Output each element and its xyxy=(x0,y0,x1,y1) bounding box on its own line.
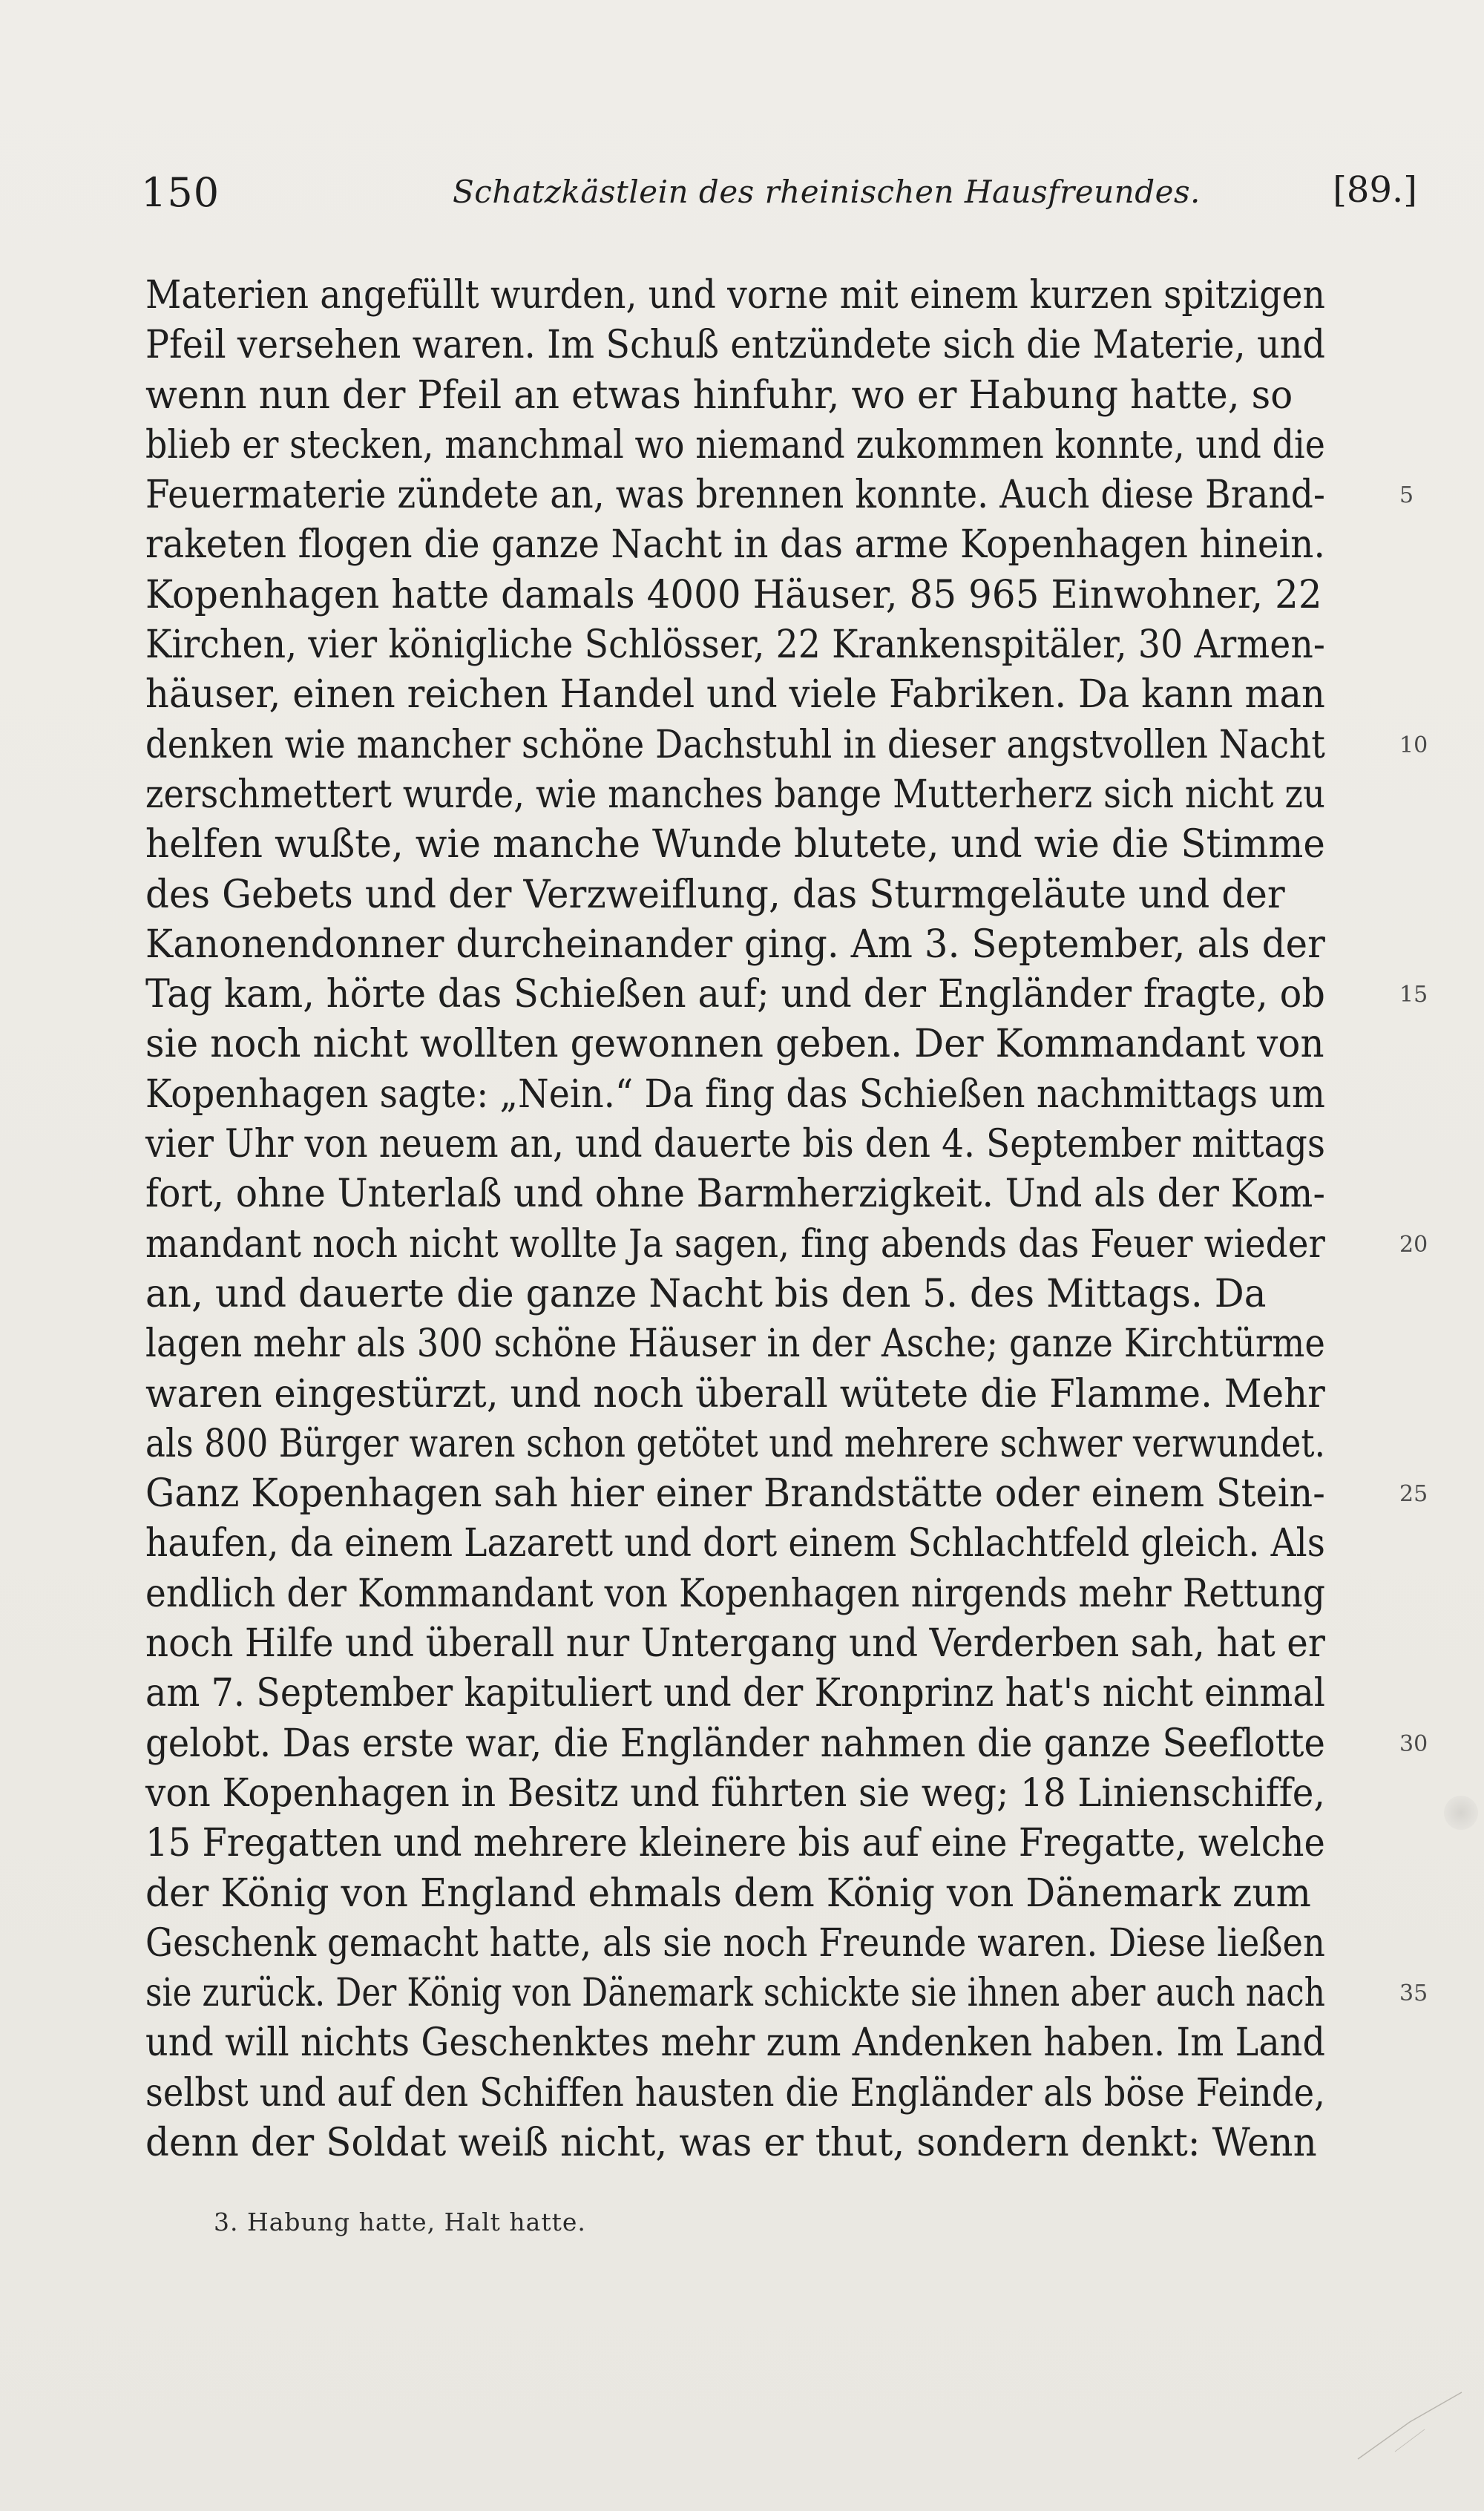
text-line xyxy=(145,1569,1377,1619)
text-line xyxy=(145,1919,1377,1969)
line-number: 35 xyxy=(1399,1980,1428,2007)
text-line xyxy=(145,371,1377,421)
line-text: denn der Soldat weiß nicht, was er thut, sondern denkt: Wenn xyxy=(145,2120,1317,2165)
text-line xyxy=(145,1120,1377,1169)
line-number: 10 xyxy=(1399,732,1428,758)
text-line xyxy=(145,670,1377,720)
line-number: 5 xyxy=(1399,482,1414,509)
text-line xyxy=(145,1669,1377,1719)
line-text: zerschmettert wurde, wie manches bange Mutterherz sich nicht zu xyxy=(145,772,1325,817)
text-line xyxy=(145,1519,1377,1569)
line-text: raketen flogen die ganze Nacht in das arme Kopenhagen hinein. xyxy=(145,522,1325,568)
text-line xyxy=(145,470,1414,520)
body-text xyxy=(145,271,1428,2168)
paper-stain xyxy=(1444,1796,1478,1830)
line-text: fort, ohne Unterlaß und ohne Barmherzigkeit. Und als der Kom- xyxy=(145,1172,1325,1217)
section-number: [89.] xyxy=(1333,169,1417,211)
text-line xyxy=(145,721,1428,770)
text-line xyxy=(145,1370,1377,1419)
line-text: als 800 Bürger waren schon getötet und mehrere schwer verwundet. xyxy=(145,1421,1325,1466)
text-line xyxy=(145,520,1377,570)
text-line xyxy=(145,620,1377,670)
text-line xyxy=(145,820,1377,870)
line-text: sie noch nicht wollten gewonnen geben. Der Kommandant von xyxy=(145,1022,1324,1067)
text-line xyxy=(145,2018,1377,2068)
line-number: 30 xyxy=(1399,1730,1428,1757)
line-text: Feuermaterie zündete an, was brennen konnte. Auch diese Brand- xyxy=(145,473,1325,518)
line-text: Materien angefüllt wurden, und vorne mit einem kurzen spitzigen xyxy=(145,273,1325,318)
line-text: Kanonendonner durcheinander ging. Am 3. September, als der xyxy=(145,922,1325,967)
line-text: Kopenhagen sagte: „Nein.“ Da fing das Schießen nachmittags um xyxy=(145,1071,1325,1117)
line-number: 15 xyxy=(1399,982,1428,1008)
line-text: selbst und auf den Schiffen hausten die Engländer als böse Feinde, xyxy=(145,2070,1325,2116)
page-corner-crease xyxy=(1350,2377,1469,2466)
text-line xyxy=(145,1270,1377,1319)
text-line xyxy=(145,1969,1428,2018)
line-text: 15 Fregatten und mehrere kleinere bis auf eine Fregatte, welche xyxy=(145,1821,1325,1866)
text-line xyxy=(145,1169,1377,1219)
line-text: denken wie mancher schöne Dachstuhl in dieser angstvollen Nacht xyxy=(145,722,1325,767)
line-text: endlich der Kommandant von Kopenhagen nirgends mehr Rettung xyxy=(145,1571,1325,1616)
line-text: noch Hilfe und überall nur Untergang und Verderben sah, hat er xyxy=(145,1621,1325,1667)
text-line xyxy=(145,1769,1377,1819)
text-line xyxy=(145,421,1377,470)
line-number: 25 xyxy=(1399,1481,1428,1508)
line-text: der König von England ehmals dem König von Dänemark zum xyxy=(145,1871,1311,1916)
text-line xyxy=(145,1619,1377,1669)
running-head xyxy=(141,169,1417,236)
line-text: waren eingestürzt, und noch überall wütete die Flamme. Mehr xyxy=(145,1371,1325,1417)
text-line xyxy=(145,271,1377,321)
line-text: häuser, einen reichen Handel und viele Fabriken. Da kann man xyxy=(145,672,1325,718)
line-number: 20 xyxy=(1399,1231,1428,1258)
line-text: Tag kam, hörte das Schießen auf; und der Engländer fragte, ob xyxy=(145,972,1325,1017)
line-text: blieb er stecken, manchmal wo niemand zukommen konnte, und die xyxy=(145,422,1325,467)
line-text: Kopenhagen hatte damals 4000 Häuser, 85 965 Einwohner, 22 xyxy=(145,572,1322,617)
line-text: haufen, da einem Lazarett und dort einem Schlachtfeld gleich. Als xyxy=(145,1521,1325,1566)
text-line xyxy=(145,571,1377,620)
text-line xyxy=(145,1819,1377,1868)
text-line xyxy=(145,1419,1377,1469)
line-text: Pfeil versehen waren. Im Schuß entzündete sich die Materie, und xyxy=(145,323,1325,368)
line-text: Ganz Kopenhagen sah hier einer Brandstätte oder einem Stein- xyxy=(145,1471,1325,1517)
line-text: des Gebets und der Verzweiflung, das Sturmgeläute und der xyxy=(145,872,1285,917)
text-line xyxy=(145,1020,1377,1069)
text-line xyxy=(145,870,1377,920)
line-text: mandant noch nicht wollte Ja sagen, fing abends das Feuer wieder xyxy=(145,1221,1325,1267)
text-line xyxy=(145,920,1377,970)
page-number: 150 xyxy=(141,169,220,216)
line-text: und will nichts Geschenktes mehr zum Andenken haben. Im Land xyxy=(145,2021,1325,2066)
line-text: von Kopenhagen in Besitz und führten sie weg; 18 Linienschiffe, xyxy=(145,1770,1325,1816)
text-line xyxy=(145,2118,1377,2168)
text-line xyxy=(145,2069,1377,2118)
text-line xyxy=(145,1319,1377,1369)
line-text: vier Uhr von neuem an, und dauerte bis den 4. September mittags xyxy=(145,1122,1325,1167)
line-text: helfen wußte, wie manche Wunde blutete, und wie die Stimme xyxy=(145,822,1325,867)
line-text: wenn nun der Pfeil an etwas hinfuhr, wo er Habung hatte, so xyxy=(145,372,1293,418)
line-text: an, und dauerte die ganze Nacht bis den 5. des Mittags. Da xyxy=(145,1271,1267,1316)
line-text: Geschenk gemacht hatte, als sie noch Freunde waren. Diese ließen xyxy=(145,1920,1325,1966)
line-text: gelobt. Das erste war, die Engländer nahmen die ganze Seeflotte xyxy=(145,1721,1325,1766)
line-text: sie zurück. Der König von Dänemark schickte sie ihnen aber auch nach xyxy=(145,1971,1325,2016)
text-line xyxy=(145,1719,1428,1769)
line-text: am 7. September kapituliert und der Kronprinz hat's nicht einmal xyxy=(145,1671,1325,1716)
running-title: Schatzkästlein des rheinischen Hausfreundes. xyxy=(453,174,1201,210)
text-line xyxy=(145,970,1428,1020)
text-line xyxy=(145,1220,1428,1270)
text-line xyxy=(145,770,1377,820)
line-text: lagen mehr als 300 schöne Häuser in der Asche; ganze Kirchtürme xyxy=(145,1322,1325,1367)
text-line xyxy=(145,1070,1377,1120)
text-line xyxy=(145,1869,1377,1919)
footnote: 3. Habung hatte, Halt hatte. xyxy=(214,2208,586,2236)
text-line xyxy=(145,321,1377,370)
line-text: Kirchen, vier königliche Schlösser, 22 Krankenspitäler, 30 Armen- xyxy=(145,623,1325,668)
text-line xyxy=(145,1469,1428,1519)
